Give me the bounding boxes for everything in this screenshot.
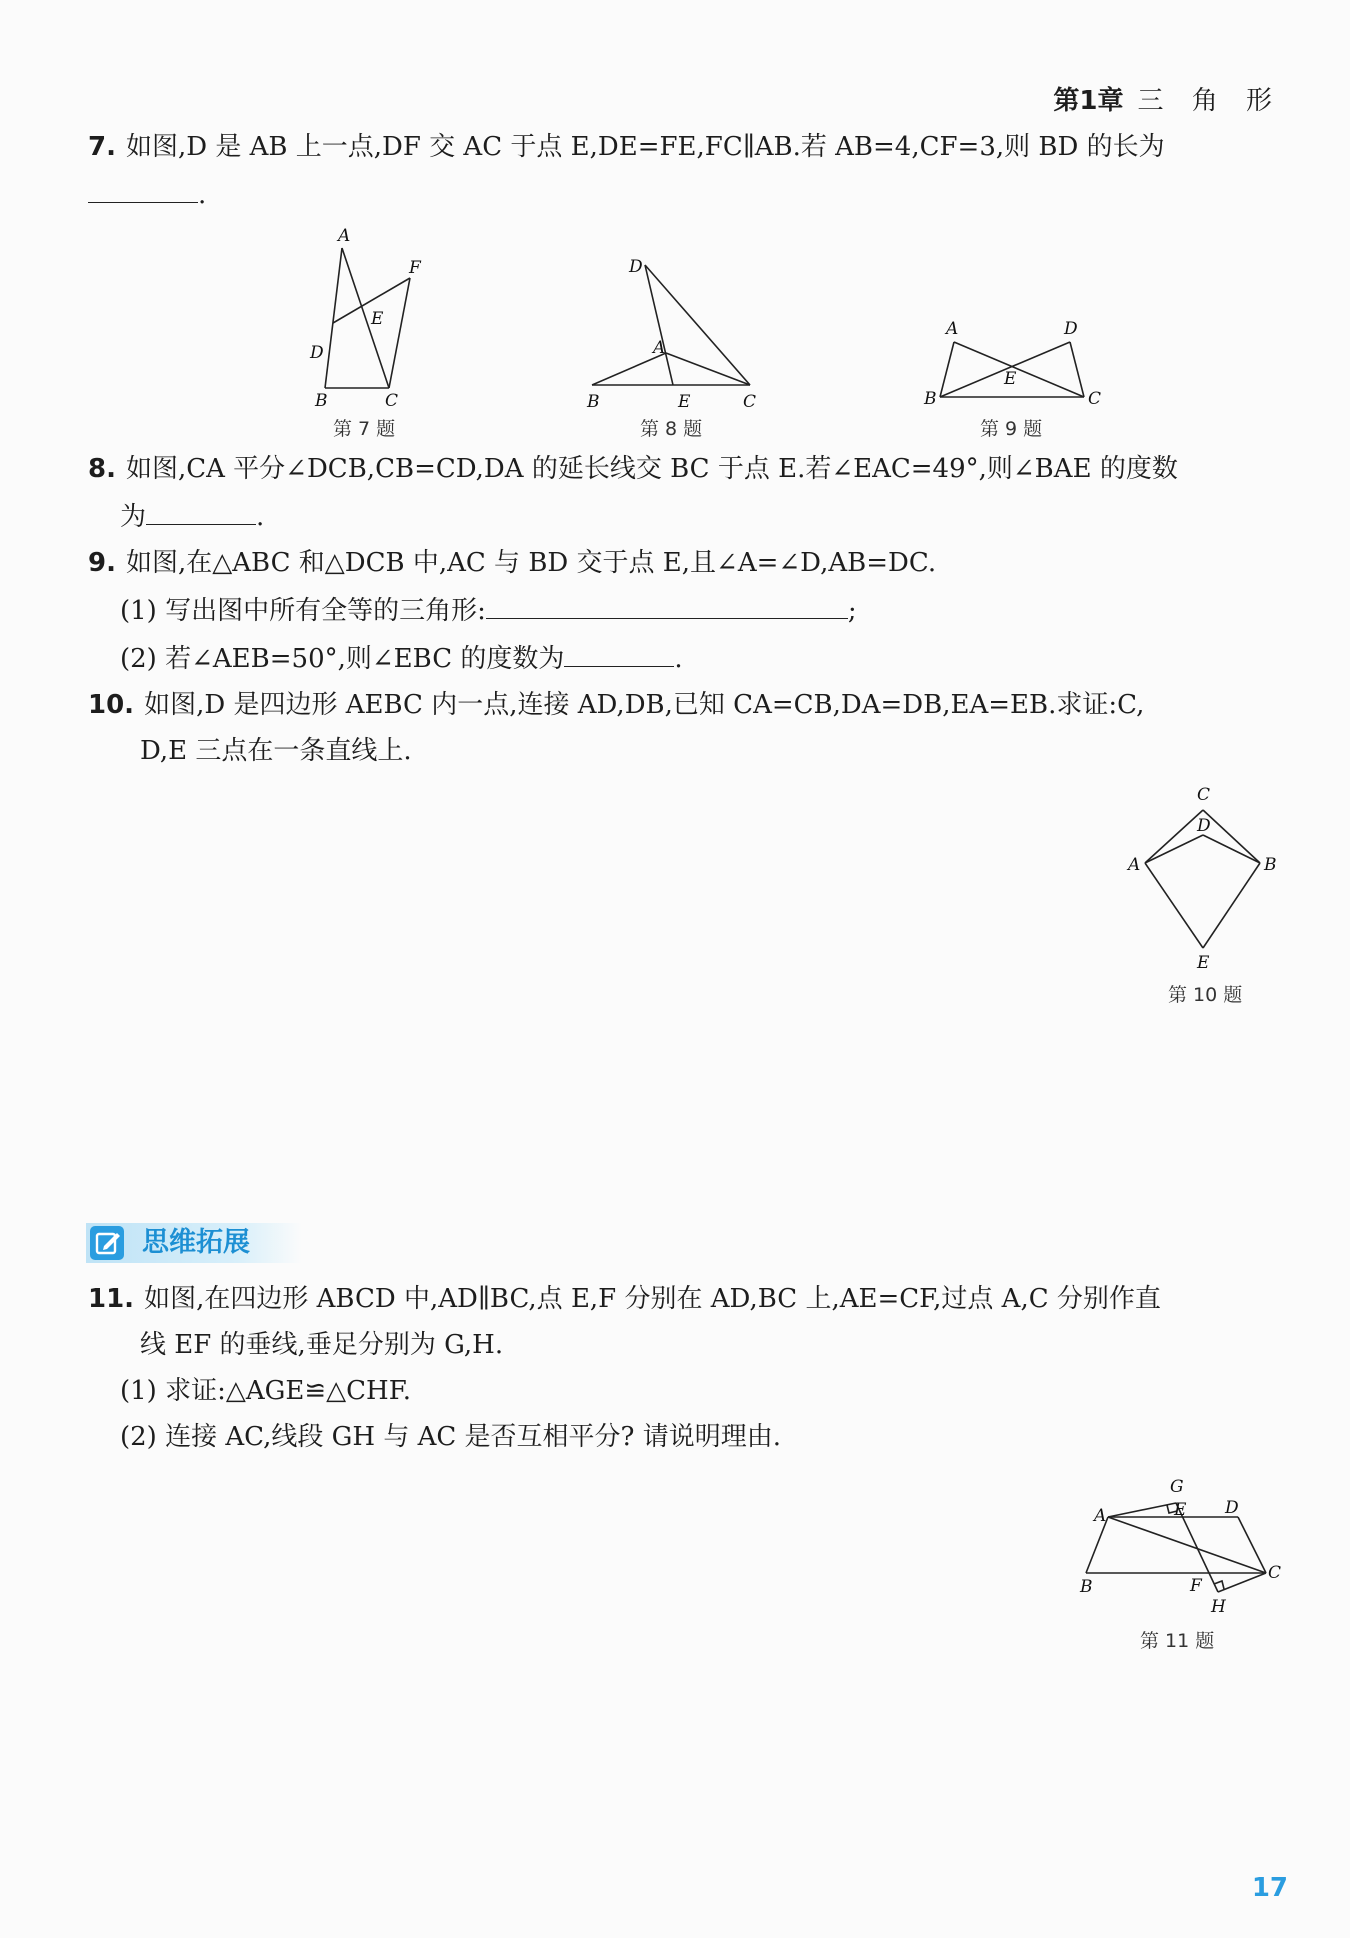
label-E: E	[1004, 369, 1017, 389]
question-7	[88, 124, 1282, 218]
label-A: A	[946, 319, 959, 339]
label-A: A	[1094, 1506, 1107, 1526]
question-text-cont: 为	[120, 502, 147, 532]
chapter-header	[1053, 80, 1282, 117]
page-number: 17	[1251, 1873, 1288, 1903]
punctuation: ;	[847, 596, 857, 626]
label-C: C	[1197, 785, 1211, 805]
figure-8-caption: 第 8 题	[640, 418, 703, 440]
answer-blank[interactable]	[486, 586, 848, 619]
question-text: 如图,CA 平分∠DCB,CB=CD,DA 的延长线交 BC 于点 E.若∠EAC=49°,则∠BAE 的度数	[125, 454, 1178, 484]
label-G: G	[1170, 1477, 1184, 1497]
sub-question-2: (2) 若∠AEB=50°,则∠EBC 的度数为	[120, 644, 565, 674]
label-B: B	[315, 391, 328, 411]
figure-10-diagram	[1125, 783, 1275, 973]
question-9	[88, 540, 1282, 682]
label-B: B	[587, 392, 600, 412]
label-D: D	[1197, 816, 1211, 836]
label-D: D	[1064, 319, 1078, 339]
section-banner	[86, 1223, 302, 1263]
figure-11-caption: 第 11 题	[1140, 1630, 1215, 1652]
figure-9-diagram	[912, 312, 1102, 412]
figure-11-diagram	[1068, 1470, 1288, 1620]
label-D: D	[629, 257, 643, 277]
answer-blank[interactable]	[564, 634, 674, 667]
question-11	[88, 1276, 1282, 1460]
answer-blank[interactable]	[146, 492, 256, 525]
sub-question-1: (1) 写出图中所有全等的三角形:	[120, 596, 486, 626]
question-number: 8.	[88, 454, 116, 484]
question-text: 如图,在△ABC 和△DCB 中,AC 与 BD 交于点 E,且∠A=∠D,AB=DC.	[125, 548, 937, 578]
question-10	[88, 682, 1282, 774]
label-C: C	[1088, 389, 1102, 409]
figure-10-caption: 第 10 题	[1168, 984, 1243, 1006]
figure-9	[912, 312, 1102, 412]
chapter-title: 三 角 形	[1137, 86, 1282, 116]
label-A: A	[1128, 855, 1141, 875]
figure-10	[1125, 783, 1275, 973]
label-C: C	[385, 391, 399, 411]
question-number: 10.	[88, 690, 135, 720]
section-title: 思维拓展	[142, 1227, 250, 1258]
label-F: F	[409, 258, 421, 278]
section-header	[86, 1220, 302, 1266]
label-H: H	[1211, 1597, 1226, 1617]
label-E: E	[371, 309, 384, 329]
figure-7-diagram	[305, 226, 425, 411]
punctuation: .	[198, 180, 207, 210]
label-D: D	[310, 343, 324, 363]
label-E: E	[1174, 1500, 1187, 1520]
figure-7	[305, 226, 425, 411]
figure-7-caption: 第 7 题	[333, 418, 396, 440]
pencil-note-icon	[90, 1226, 124, 1260]
question-text-cont: D,E 三点在一条直线上.	[140, 736, 412, 766]
answer-blank[interactable]	[88, 170, 198, 203]
figure-9-caption: 第 9 题	[980, 418, 1043, 440]
figure-8-diagram	[580, 250, 760, 410]
question-number: 11.	[88, 1284, 135, 1314]
punctuation: .	[256, 502, 265, 532]
label-B: B	[924, 389, 937, 409]
figure-8	[580, 250, 760, 410]
question-text: 如图,D 是 AB 上一点,DF 交 AC 于点 E,DE=FE,FC∥AB.若 AB=4,CF=3,则 BD 的长为	[125, 132, 1165, 162]
label-E: E	[678, 392, 691, 412]
label-B: B	[1080, 1577, 1093, 1597]
label-F: F	[1190, 1576, 1202, 1596]
question-text-cont: 线 EF 的垂线,垂足分别为 G,H.	[140, 1330, 504, 1360]
figure-11	[1068, 1470, 1288, 1620]
sub-question-1: (1) 求证:△AGE≌△CHF.	[120, 1376, 411, 1406]
question-number: 7.	[88, 132, 116, 162]
label-B: B	[1264, 855, 1277, 875]
chapter-number: 第1章	[1053, 86, 1124, 116]
label-D: D	[1225, 1498, 1239, 1518]
sub-question-2: (2) 连接 AC,线段 GH 与 AC 是否互相平分? 请说明理由.	[120, 1422, 782, 1452]
label-C: C	[1268, 1563, 1282, 1583]
question-text: 如图,在四边形 ABCD 中,AD∥BC,点 E,F 分别在 AD,BC 上,AE=CF,过点 A,C 分别作直	[144, 1284, 1161, 1314]
label-C: C	[743, 392, 757, 412]
label-A: A	[653, 338, 666, 358]
question-text: 如图,D 是四边形 AEBC 内一点,连接 AD,DB,已知 CA=CB,DA=DB,EA=EB.求证:C,	[144, 690, 1145, 720]
punctuation: .	[674, 644, 683, 674]
question-number: 9.	[88, 548, 116, 578]
label-A: A	[338, 226, 351, 246]
label-E: E	[1197, 953, 1210, 973]
question-8	[88, 446, 1282, 540]
